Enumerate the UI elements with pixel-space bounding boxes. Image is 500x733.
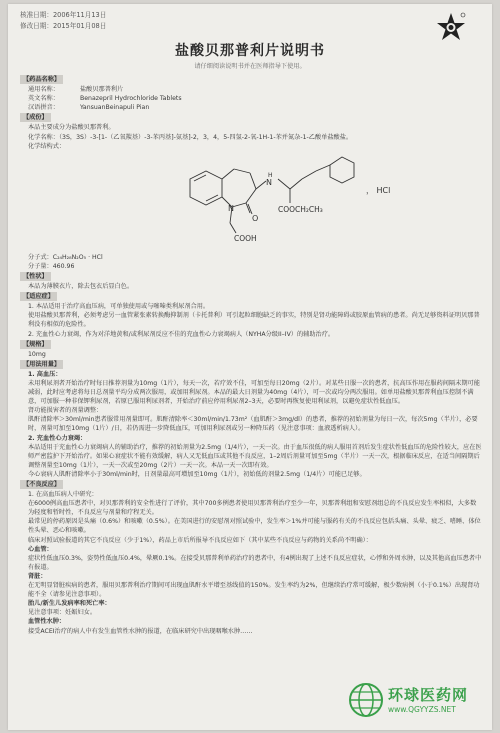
site-watermark	[344, 678, 484, 722]
company-logo-icon	[436, 12, 466, 42]
adverse-sub-cardio: 心血管：	[28, 545, 53, 553]
adverse-p3: 最常见的停药原因是头痛（0.6%）和咳嗽（0.5%）。在美国进行的安慰剂对照试验中，发生率＞1%并可能与服药有关的不良反应包括头痛、头晕、疲乏、嗜睡、体位性头晕、恶心和咳嗽。	[28, 518, 481, 535]
leaflet-body	[20, 74, 482, 636]
molecular-weight: 分子量：460.96	[28, 262, 75, 270]
page-subtitle: 请仔细阅读说明书并在医师指导下使用。	[194, 63, 306, 70]
adverse-p7: 见注意事项：妊娠妇女。	[28, 609, 97, 617]
page-title: 盐酸贝那普利片说明书	[175, 43, 325, 59]
section-heading-dosage: 【用法用量】	[20, 360, 63, 369]
chemical-name: 化学名称：（3S，3S）-3-[1-（乙氧羰基）-3-苯丙基]-氨基]-2，3，4，5-四氢-2-氧-1H-1-苯并氮杂-1-乙酸单盐酸盐。	[28, 133, 353, 141]
english-name-row	[20, 94, 482, 103]
modified-date: 修改日期：2015年01月08日	[20, 22, 107, 30]
generic-name-label: 通用名称：	[28, 86, 59, 94]
section-heading-spec: 【规格】	[20, 340, 51, 349]
section-heading-adverse: 【不良反应】	[20, 480, 63, 489]
spec-value: 10mg	[28, 350, 46, 358]
label-ester-group: COOCH₂CH₃	[278, 204, 323, 214]
dosage-p1: 未用利尿剂者开始治疗时每日推荐剂量为10mg（1片），每天一次，若疗效不佳，可加至每日20mg（2片）。对某些日服一次的患者，抗高压作用在服药间隔末期可能减弱，此时应考虑将每日总剂量平均分成两次服用，或加用利尿剂。本品的最大日剂量为40mg（4片），可一次或均分两次服用。如单用盐酸贝那普利血压控制不满意，可加服一种非保钾利尿剂，若原已服用利尿剂者，开始治疗前应停用利尿剂2–3天，必要时再恢复使用利尿剂，以避免症状性低血压。	[28, 379, 480, 406]
ingredients-main: 本品主要成分为盐酸贝那普利。	[28, 124, 115, 132]
watermark-site-url: www.QGYYZS.NET	[388, 705, 456, 714]
label-amine-n: N	[266, 177, 272, 187]
section-heading-name: 【药品名称】	[20, 75, 63, 84]
adverse-p8: 接受ACEI治疗的病人中有发生血管性水肿的报道，在临床研究中出现咽喉水肿……	[28, 627, 253, 635]
pinyin-name-row	[20, 103, 482, 112]
label-amine-h: H	[268, 171, 273, 179]
adverse-p5: 症状性低血压0.3%，姿势性低血压0.4%，晕厥0.1%。在接受贝那普利单药治疗的患者中，有4例出现了上述不良反应症状，心悸和外周水肿，以及其他高血压患者中有报道。	[28, 554, 482, 571]
adverse-sub-fetal: 胎儿/新生儿发病率和死亡率：	[28, 600, 111, 608]
adverse-sub-kidney: 肾脏：	[28, 572, 47, 580]
adverse-sub-angioedema: 血管性水肿：	[28, 618, 66, 626]
revised-date: 核准日期：2006年11月13日	[20, 11, 107, 19]
label-ring-n: N	[228, 203, 234, 213]
section-heading-character: 【性状】	[20, 272, 51, 281]
section-heading-ingredients: 【成份】	[20, 113, 51, 122]
adverse-p1: 1. 在高血压病人中研究：	[28, 491, 98, 499]
dosage-p3: 肌酐清除率＞30ml/min患者服常用剂量即可。肌酐清除率＜30ml/min/1.73m²（血肌酐＞3mg/dl）的患者，推荐的初始剂量为每日一次，每次5mg（半片），必要时，剂量可加至10mg（1片）/日，若仍需进一步降低血压，可加用利尿剂或另一种降压药（见注意事项：血液透析病人）。	[28, 416, 478, 433]
dosage-p5: 今心衰病人肌酐清除率小于30ml/min时，日剂量最高可增加至10mg（1片），初始低的剂量2.5mg（1/4片）可能已足够。	[28, 470, 366, 478]
molecular-formula: 分子式：C₂₄H₂₈N₂O₅ · HCl	[28, 253, 103, 261]
chemical-structure	[170, 151, 482, 253]
leaflet-page	[8, 4, 492, 730]
generic-name-value: 盐酸贝那普利片	[80, 86, 124, 94]
dosage-p2: 肾功能损害者的剂量调整：	[28, 407, 103, 415]
indications-p3: 2. 充血性心力衰竭，作为对洋地黄和/或利尿剂反应不佳的充血性心力衰竭病人（NYHA分级II–IV）的辅助治疗。	[28, 330, 335, 338]
generic-name-row	[20, 85, 482, 94]
dosage-p4: 本品适用于充血性心力衰竭病人的辅助治疗，推荐的初始剂量为2.5mg（1/4片），一天一次。由于血压很低的病人服用首剂后发生症状性低血压的危险性较大，应在医师严密监护下开始治疗。如果心衰症状不能有效缓解，病人又无低血压或其他不良反应，1–2周后剂量可加至5mg（半片）一天一次，根据临床反应，在适当间隔期后调整剂量至10mg（1片），一天一次或至20mg（2片）一天一次。本品一天一次即有效。	[28, 443, 482, 469]
watermark-site-name: 环球医药网	[388, 686, 469, 704]
adverse-p6: 在无明显肾脏疾病的患者，服用贝那普利治疗期间可出现血肌酐水平增至基线值的150%。发生率约为2%，但继续治疗常可缓解，极少数病例（小于0.1%）出现肾功能不全（请参见注意事项）。	[28, 582, 480, 599]
structure-diagram	[170, 151, 420, 253]
label-carbonyl-o: O	[252, 213, 259, 223]
document-dates	[20, 10, 106, 32]
pinyin-name-label: 汉语拼音：	[28, 104, 59, 112]
label-hcl-salt: ， HCl	[366, 185, 391, 195]
label-acid-group: COOH	[234, 233, 257, 243]
globe-watermark-icon	[348, 682, 384, 718]
dosage-sub-hypertension: 1. 高血压：	[28, 370, 62, 378]
adverse-p2: 在6000例高血压患者中，对贝那普利的安全性进行了评价，其中700多例患者使用贝那普利治疗至少一年，贝那普利组和安慰剂组总的不良反应发生率相似，大多数为轻度和暂时性，不良反应与剂量和疗程无关。	[28, 500, 477, 517]
indications-p1: 1. 本品适用于治疗高血压病，可单独使用或与噻嗪类利尿剂合用。	[28, 303, 210, 311]
english-name-value: Benazepril Hydrochloride Tablets	[80, 95, 182, 103]
dosage-sub-heart-failure: 2. 充血性心力衰竭：	[28, 434, 87, 442]
section-heading-indications: 【适应症】	[20, 292, 57, 301]
structure-caption: 化学结构式：	[28, 142, 66, 150]
adverse-p4: 临床对照试验报道的其它不良反应（少于1%），药品上市后所报导不良反应如下（其中某些不良反应与药物的关系尚不明确）：	[28, 536, 372, 544]
character-text: 本品为薄膜衣片，除去包衣后显白色。	[28, 283, 134, 291]
english-name-label: 英文名称：	[28, 95, 59, 103]
pinyin-name-value: YansuanBeinapuli Pian	[80, 104, 150, 112]
indications-p2: 使用盐酸贝那普利，必须考虑另一血管紧张素转换酶抑制剂（卡托普利）可引起粒细胞缺乏的事实，特别是肾功能障碍或胶原血管病的患者。尚无足够资料证明贝那普利没有相似的危险性。	[28, 312, 480, 329]
